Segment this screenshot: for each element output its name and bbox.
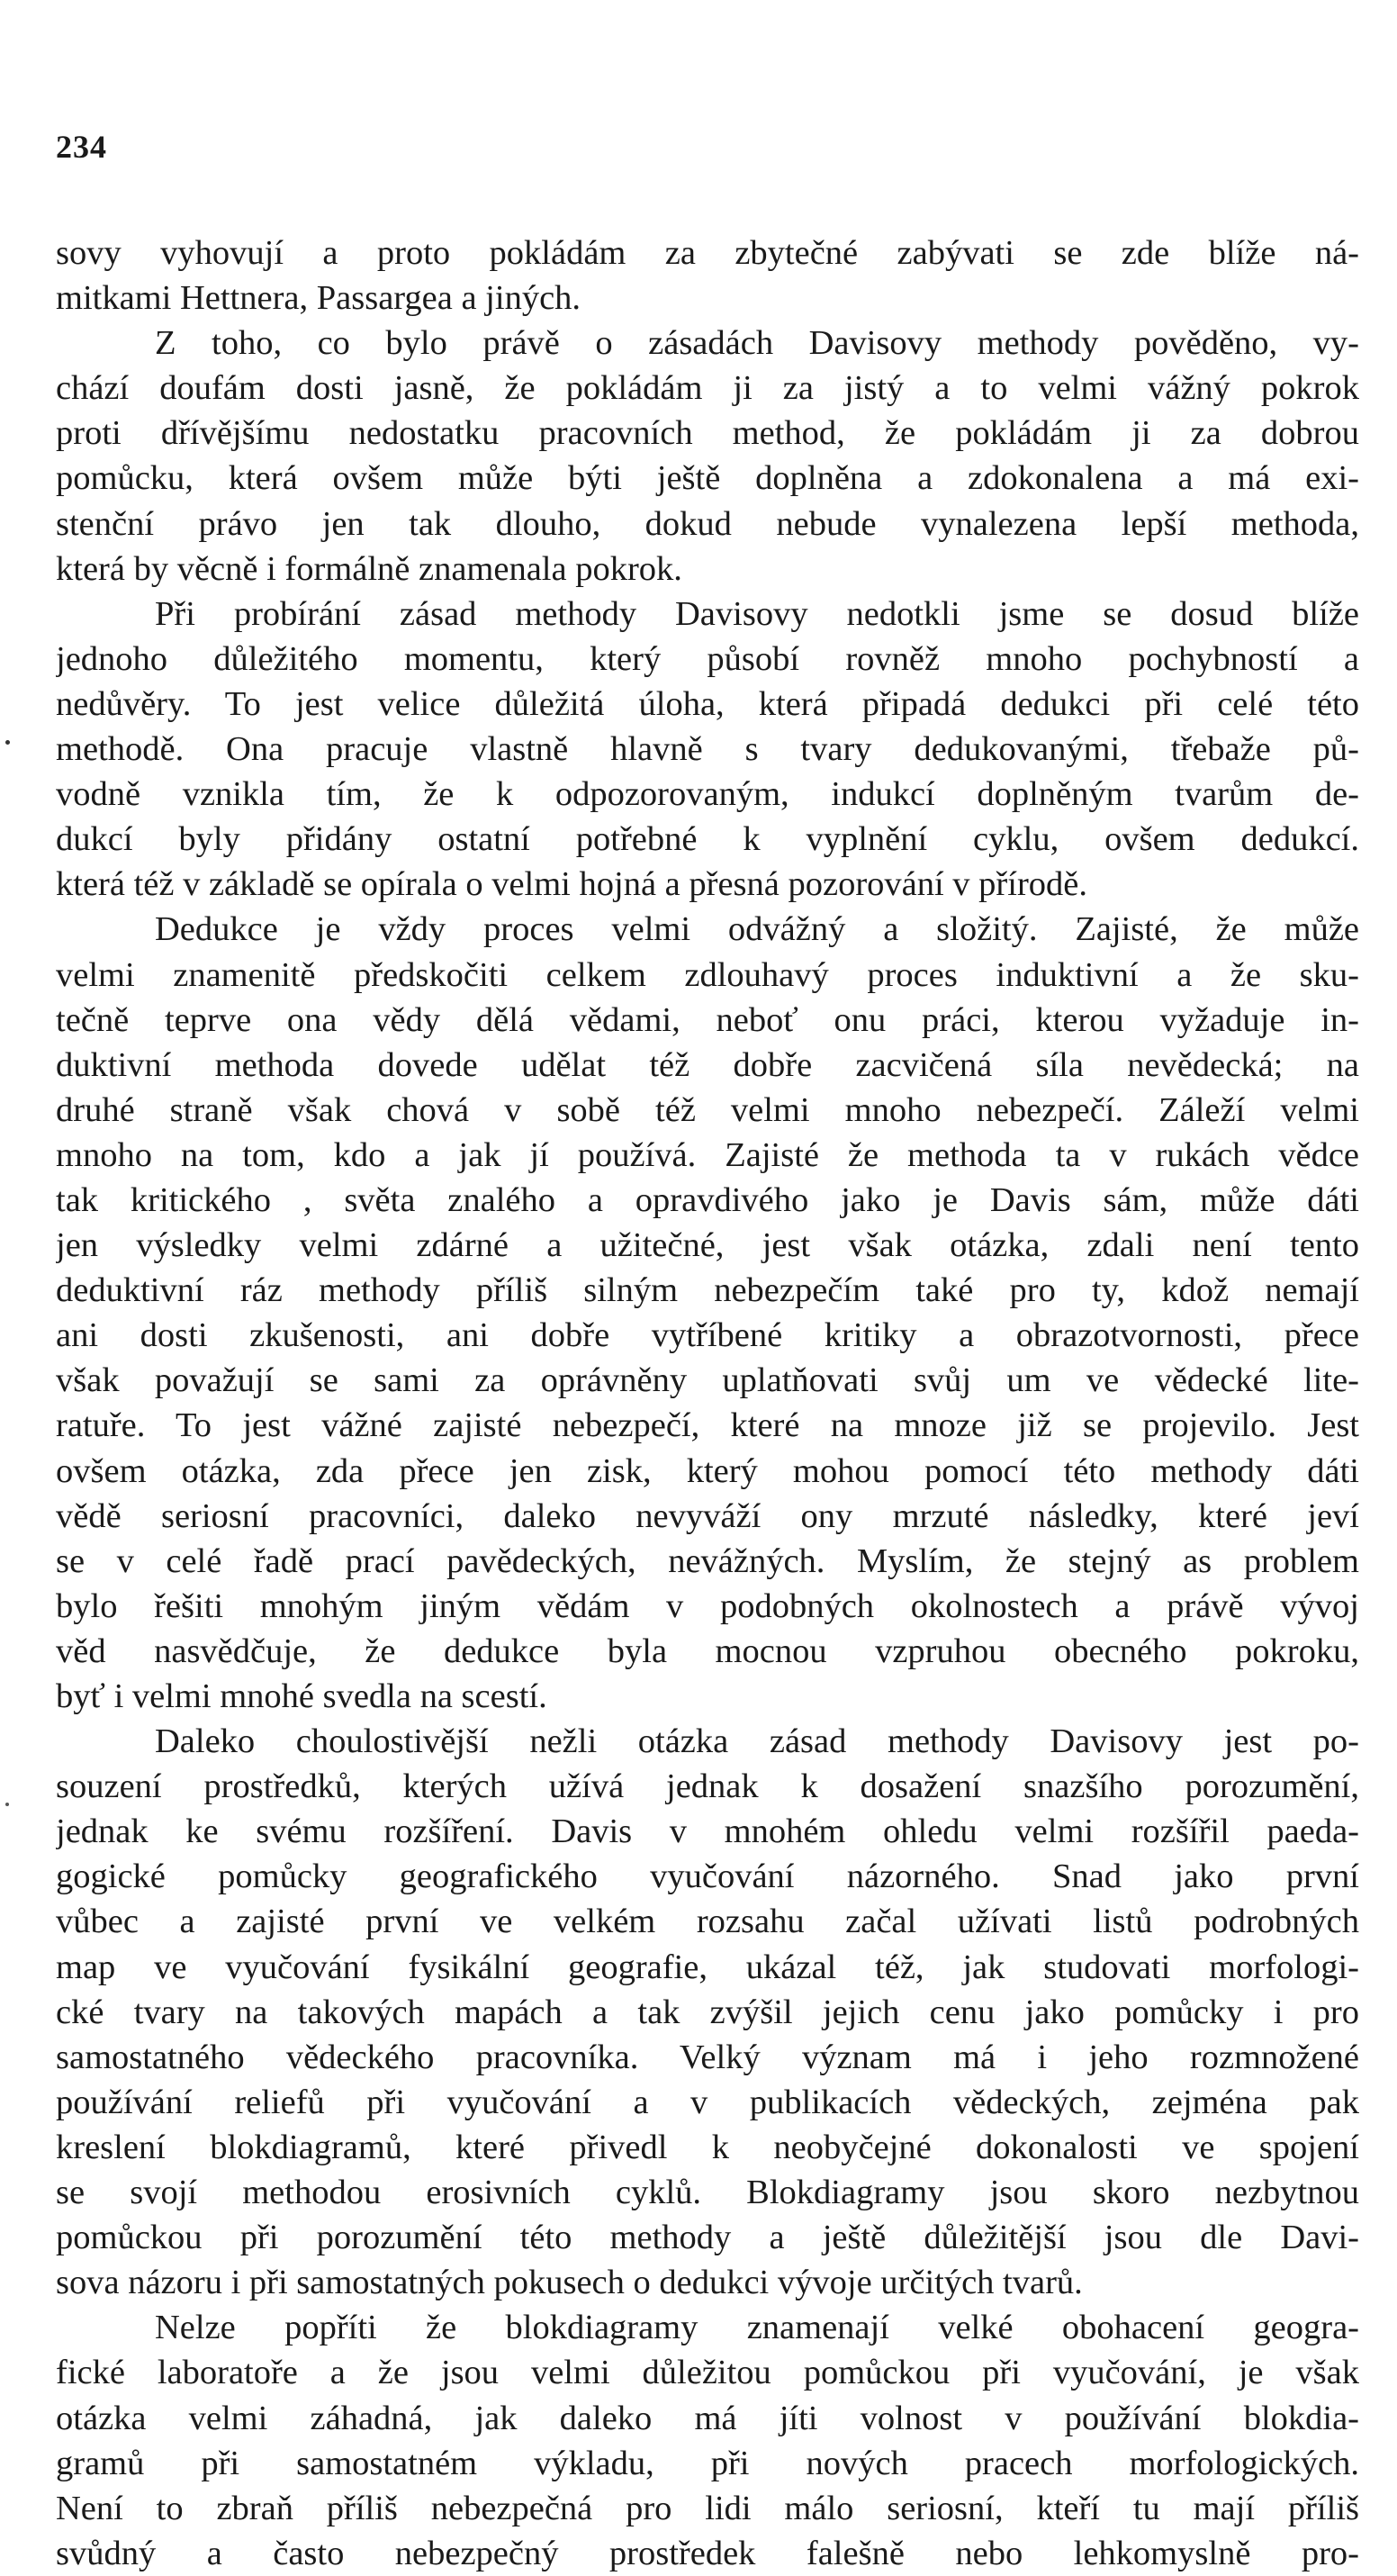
text-line: bylo řešiti mnohým jiným vědám v podobných okolnostech a právě vývoj [56, 1586, 1359, 1625]
text-line: proti dřívějšímu nedostatku pracovních method, že pokládám ji za dobrou [56, 414, 1359, 453]
text-line: sova názoru i při samostatných pokusech o dedukci vývoje určitých tvarů. [56, 2264, 1083, 2302]
text-line: duktivní methoda dovede udělat též dobře zacvičená síla nevědecká; na [56, 1045, 1359, 1084]
text-line: ovšem otázka, zda přece jen zisk, který mohou pomocí této methody dáti [56, 1451, 1359, 1490]
text-line: používání reliefů při vyučování a v publikacích vědeckých, zejména pak [56, 2083, 1359, 2121]
text-line: map ve vyučování fysikální geografie, ukázal též, jak studovati morfologi- [56, 1948, 1359, 1986]
text-line: vůbec a zajisté první ve velkém rozsahu začal užívati listů podrobných [56, 1903, 1359, 1941]
text-line: fické laboratoře a že jsou velmi důležitou pomůckou při vyučování, je však [56, 2354, 1359, 2392]
paragraph [56, 1719, 1359, 2305]
paragraph [56, 907, 1359, 1719]
text-line: Nelze popříti že blokdiagramy znamenají velké obohacení geogra- [155, 2309, 1359, 2347]
text-line: jednoho důležitého momentu, který působí rovněž mnoho pochybností a [56, 639, 1359, 678]
text-line: kreslení blokdiagramů, které přivedl k neobyčejné dokonalosti ve spojení [56, 2128, 1359, 2166]
margin-dot [5, 1803, 9, 1806]
text-line: samostatného vědeckého pracovníka. Velký význam má i jeho rozmnožené [56, 2038, 1359, 2076]
text-line: chází doufám dosti jasně, že pokládám ji za jistý a to velmi vážný pokrok [56, 369, 1359, 408]
text-line: souzení prostředků, kterých užívá jednak k dosažení snazšího porozumění, [56, 1767, 1359, 1806]
text-line: která též v základě se opírala o velmi hojná a přesná pozorování v přírodě. [56, 865, 1087, 904]
text-line: dukcí byly přidány ostatní potřebné k vyplnění cyklu, ovšem dedukcí. [56, 820, 1359, 859]
text-line: cké tvary na takových mapách a tak zvýšil jejich cenu jako pomůcky i pro [56, 1993, 1359, 2031]
text-line: byť i velmi mnohé svedla na scestí. [56, 1677, 547, 1715]
paragraph [56, 2305, 1359, 2576]
text-line: se svojí methodou erosivních cyklů. Blokdiagramy jsou skoro nezbytnou [56, 2174, 1359, 2212]
text-line: však považují se sami za oprávněny uplatňovati svůj um ve vědecké lite- [56, 1361, 1359, 1400]
text-line: velmi znamenitě předskočiti celkem zdlouhavý proces induktivní a že sku- [56, 955, 1359, 994]
text-line: která by věcně i formálně znamenala pokrok. [56, 549, 682, 588]
text-line: Z toho, co bylo právě o zásadách Davisovy methody pověděno, vy- [155, 324, 1359, 363]
text-line: stenční právo jen tak dlouho, dokud nebude vynalezena lepší methoda, [56, 504, 1359, 543]
text-line: methodě. Ona pracuje vlastně hlavně s tvary dedukovanými, třebaže pů- [56, 730, 1359, 769]
text-line: gramů při samostatném výkladu, při nových pracech morfologických. [56, 2444, 1359, 2482]
text-line: sovy vyhovují a proto pokládám za zbytečné zabývati se zde blíže ná- [56, 234, 1359, 272]
text-line: Není to zbraň příliš nebezpečná pro lidi málo seriosní, kteří tu mají příliš [56, 2489, 1359, 2527]
text-line: jen výsledky velmi zdárné a užitečné, jest však otázka, zdali není tento [56, 1226, 1359, 1265]
text-line: se v celé řadě prací pavědeckých, nevážných. Myslím, že stejný as problem [56, 1541, 1359, 1580]
text-line: druhé straně však chová v sobě též velmi mnoho nebezpečí. Záleží velmi [56, 1090, 1359, 1129]
text-line: Dedukce je vždy proces velmi odvážný a složitý. Zajisté, že může [155, 910, 1359, 949]
text-line: vědě seriosní pracovníci, daleko nevyváží ony mrzuté následky, které jeví [56, 1496, 1359, 1535]
text-line: ratuře. To jest vážné zajisté nebezpečí, které na mnoze již se projevilo. Jest [56, 1406, 1359, 1445]
text-line: pomůcku, která ovšem může býti ještě doplněna a zdokonalena a má exi- [56, 459, 1359, 498]
paragraph [56, 321, 1359, 592]
body-text [56, 230, 1359, 2576]
text-line: pomůckou při porozumění této methody a ještě důležitější jsou dle Davi- [56, 2219, 1359, 2257]
text-line: mitkami Hettnera, Passargea a jiných. [56, 279, 581, 318]
text-line: tak kritického , světa znalého a opravdivého jako je Davis sám, může dáti [56, 1180, 1359, 1219]
text-line: ani dosti zkušenosti, ani dobře vytříbené kritiky a obrazotvornosti, přece [56, 1316, 1359, 1355]
text-line: Daleko choulostivější nežli otázka zásad methody Davisovy jest po- [155, 1722, 1359, 1761]
text-line: gogické pomůcky geografického vyučování názorného. Snad jako první [56, 1857, 1359, 1896]
text-line: otázka velmi záhadná, jak daleko má jíti volnost v používání blokdia- [56, 2399, 1359, 2437]
text-line: Při probírání zásad methody Davisovy nedotkli jsme se dosud blíže [155, 594, 1359, 633]
text-line: vodně vznikla tím, že k odpozorovaným, indukcí doplněným tvarům de- [56, 775, 1359, 814]
text-line: jednak ke svému rozšíření. Davis v mnohém ohledu velmi rozšířil paeda- [56, 1812, 1359, 1851]
paragraph [56, 230, 1359, 321]
page-number: 234 [56, 129, 107, 165]
margin-dot [5, 740, 10, 745]
text-line: deduktivní ráz methody příliš silným nebezpečím také pro ty, kdož nemají [56, 1271, 1359, 1310]
paragraph [56, 592, 1359, 908]
text-line: nedůvěry. To jest velice důležitá úloha, která připadá dedukci při celé této [56, 684, 1359, 723]
text-line: mnoho na tom, kdo a jak jí používá. Zajisté že methoda ta v rukách vědce [56, 1135, 1359, 1174]
text-line: věd nasvědčuje, že dedukce byla mocnou vzpruhou obecného pokroku, [56, 1631, 1359, 1670]
text-line: tečně teprve ona vědy dělá vědami, neboť onu práci, kterou vyžaduje in- [56, 1000, 1359, 1039]
text-line: svůdný a často nebezpečný prostředek falešně nebo lehkomyslně pro- [56, 2534, 1359, 2572]
